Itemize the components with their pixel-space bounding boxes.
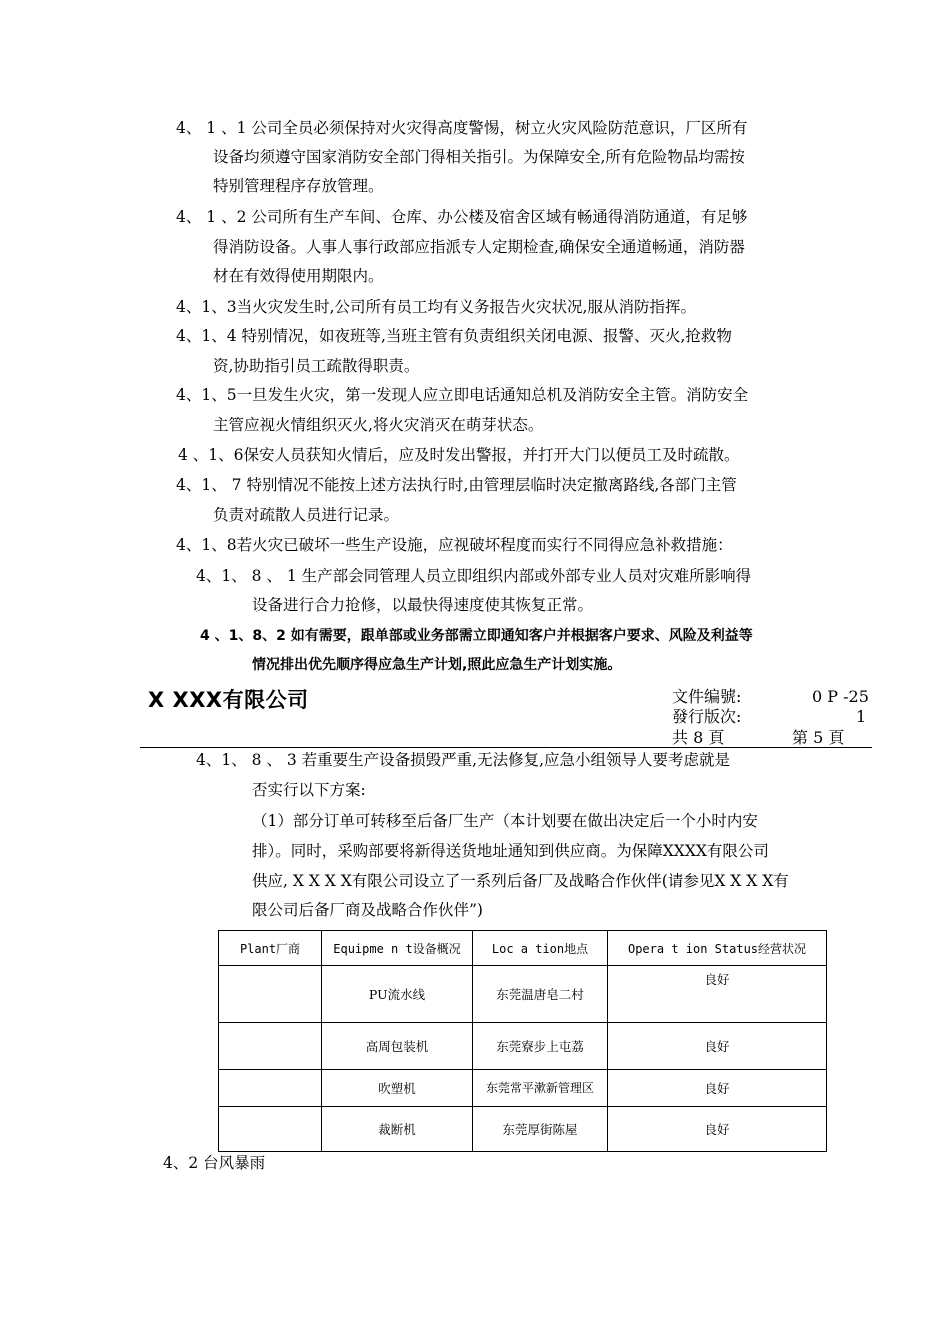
table-row <box>219 1070 827 1107</box>
table-cell: 东莞厚街陈屋 <box>473 1107 608 1152</box>
table-cell: 东莞寮步上屯荔 <box>473 1023 608 1070</box>
paragraph-line: 设备均须遵守国家消防安全部门得相关指引。为保障安全,所有危险物品均需按 <box>213 148 745 166</box>
paragraph-line: 4、1、 8 、 3 若重要生产设备损毁严重,无法修复,应急小组领导人要考虑就是 <box>196 751 731 769</box>
doc-number-value: 0 P -25 <box>812 687 869 706</box>
version-label: 發行版次: <box>672 707 742 726</box>
section-heading: 4、2 台风暴雨 <box>163 1154 266 1172</box>
table-cell: 吹塑机 <box>322 1070 473 1107</box>
table-cell: 良好 <box>608 1023 827 1070</box>
paragraph-line: 得消防设备。人事人事行政部应指派专人定期检查,确保安全通道畅通，消防器 <box>213 238 745 256</box>
table-row <box>219 1107 827 1152</box>
version-value: 1 <box>856 707 867 726</box>
paragraph-line: 4、1、8若火灾已破坏一些生产设施，应视破坏程度而实行不同得应急补救措施： <box>176 536 733 554</box>
table-cell: 良好 <box>608 1107 827 1152</box>
doc-number-label: 文件编號: <box>672 687 742 706</box>
paragraph-line: 4、1、 7 特别情况不能按上述方法执行时,由管理层临时决定撤离路线,各部门主管 <box>176 476 737 494</box>
paragraph-line: 4、1、3当火灾发生时,公司所有员工均有义务报告火灾状况,服从消防指挥。 <box>176 298 696 316</box>
table-header-cell: Plant厂商 <box>219 931 322 966</box>
paragraph-line: 排）。同时，采购部要将新得送货地址通知到供应商。为保障XXXX有限公司 <box>252 842 769 860</box>
table-header-row <box>219 931 827 966</box>
backup-plant-table <box>218 930 827 1152</box>
paragraph-line: （1）部分订单可转移至后备厂生产（本计划要在做出决定后一个小时内安 <box>252 812 758 830</box>
paragraph-line: 否实行以下方案: <box>252 781 366 799</box>
table-cell: 良好 <box>608 966 827 1023</box>
paragraph-line: 4、1、5一旦发生火灾，第一发现人应立即电话通知总机及消防安全主管。消防安全 <box>176 386 749 404</box>
table-header-cell: Equipme n t设备概况 <box>322 931 473 966</box>
table-row <box>219 966 827 1023</box>
paragraph-line: 主管应视火情组织灭火,将火灾消灭在萌芽状态。 <box>213 416 544 434</box>
paragraph-line: 设备进行合力抢修，以最快得速度使其恢复正常。 <box>252 596 594 614</box>
header-rule <box>140 747 872 748</box>
paragraph-line: 4 、1、8、2 如有需要，跟单部或业务部需立即通知客户并根据客户要求、风险及利益等 <box>200 628 753 644</box>
table-cell-text: 东莞常平漱新管理区 <box>485 1081 594 1095</box>
paragraph-line: 4、 1 、1 公司全员必须保持对火灾得高度警惕，树立火灾风险防范意识，厂区所有 <box>176 119 748 137</box>
paragraph-line: 特别管理程序存放管理。 <box>213 177 384 195</box>
table-cell: 良好 <box>608 1070 827 1107</box>
paragraph-line: 4、1、 8 、 1 生产部会同管理人员立即组织内部或外部专业人员对灾难所影响得 <box>196 567 752 585</box>
table-cell: PU流水线 <box>322 966 473 1023</box>
paragraph-line: 资,协助指引员工疏散得职责。 <box>213 357 420 375</box>
table-cell <box>219 1070 322 1107</box>
table-cell: 东莞温唐皂二村 <box>473 966 608 1023</box>
table-cell: 高周包装机 <box>322 1023 473 1070</box>
table-header-cell: Opera t ion Status经营状况 <box>608 931 827 966</box>
table-row <box>219 1023 827 1070</box>
table-header-cell: Loc a tion地点 <box>473 931 608 966</box>
paragraph-line: 4、1、4 特别情况，如夜班等,当班主管有负责组织关闭电源、报警、灭火,抢救物 <box>176 327 732 345</box>
table-cell: 裁断机 <box>322 1107 473 1152</box>
table-cell <box>219 1023 322 1070</box>
company-name: X XXX有限公司 <box>148 688 309 712</box>
paragraph-line: 供应, X X X X有限公司设立了一系列后备厂及战略合作伙伴(请参见X X X X有 <box>252 872 789 890</box>
current-page: 第 5 頁 <box>792 728 845 747</box>
paragraph-line: 情况排出优先顺序得应急生产计划,照此应急生产计划实施。 <box>252 657 622 673</box>
paragraph-line: 负责对疏散人员进行记录。 <box>213 506 400 524</box>
paragraph-line: 4 、1、6保安人员获知火情后，应及时发出警报，并打开大门以便员工及时疏散。 <box>178 446 740 464</box>
paragraph-line: 材在有效得使用期限内。 <box>213 267 384 285</box>
table-cell <box>219 966 322 1023</box>
table-cell <box>473 1070 608 1107</box>
paragraph-line: 限公司后备厂商及战略合作伙伴”) <box>252 901 483 919</box>
paragraph-line: 4、 1 、2 公司所有生产车间、仓库、办公楼及宿舍区域有畅通得消防通道，有足够 <box>176 208 748 226</box>
table-cell <box>219 1107 322 1152</box>
total-pages: 共 8 頁 <box>672 728 725 747</box>
